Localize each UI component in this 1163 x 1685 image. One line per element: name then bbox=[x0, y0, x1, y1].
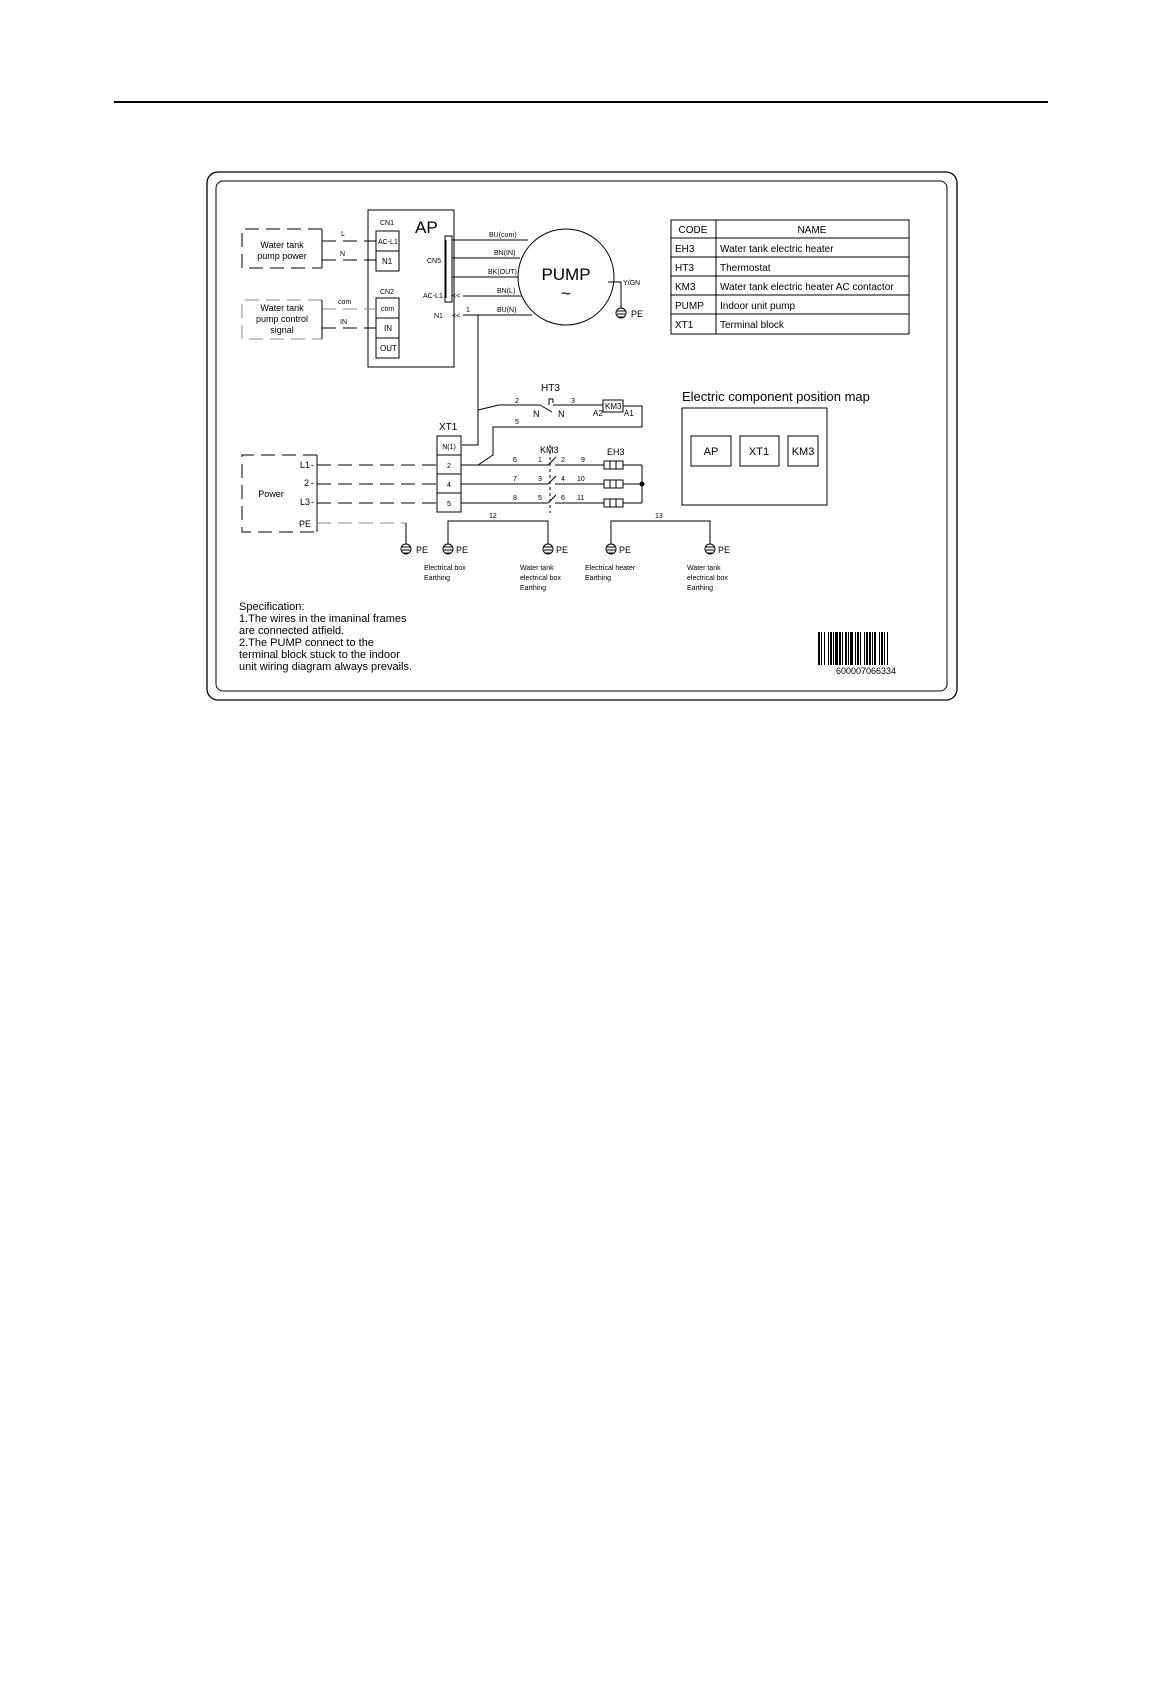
xt1-label: XT1 bbox=[439, 422, 458, 433]
wire-bn-l: BN(L) bbox=[497, 288, 516, 295]
legend-name: Water tank electric heater bbox=[720, 244, 834, 255]
legend-name: Water tank electric heater AC contactor bbox=[720, 282, 894, 293]
km3-coil-label: KM3 bbox=[605, 402, 622, 411]
pump-power-frame bbox=[242, 229, 376, 268]
barcode-bar bbox=[839, 632, 841, 665]
ht3-n-right: N bbox=[558, 409, 565, 419]
wire-number-6: 6 bbox=[513, 457, 517, 464]
legend-code: XT1 bbox=[675, 320, 694, 331]
barcode-bar bbox=[874, 632, 876, 665]
pump-control-label-1: Water tank bbox=[260, 303, 304, 313]
svg-text:-: - bbox=[311, 460, 314, 470]
n1-label: N1 bbox=[434, 313, 443, 320]
position-km3-label: KM3 bbox=[791, 446, 815, 458]
wire-12 bbox=[448, 521, 548, 544]
legend-code: PUMP bbox=[675, 301, 704, 312]
svg-text:<<: << bbox=[452, 313, 461, 320]
wire-bu-com: BU(com) bbox=[489, 232, 517, 239]
position-ap-label: AP bbox=[703, 446, 719, 458]
power-l1: L1 bbox=[300, 460, 311, 470]
spec-line: are connected atfield. bbox=[239, 625, 345, 637]
spec-line: 2.The PUMP connect to the bbox=[239, 637, 374, 649]
spec-line: unit wiring diagram always prevails. bbox=[239, 661, 413, 673]
legend-code: HT3 bbox=[675, 263, 694, 274]
barcode-number: 600007066334 bbox=[835, 666, 897, 676]
svg-text:-: - bbox=[311, 497, 314, 507]
legend-header-code: CODE bbox=[678, 225, 708, 236]
pump-label: PUMP bbox=[541, 265, 591, 284]
wire-bk-out: BK(OUT) bbox=[488, 269, 517, 276]
pump-power-label-2: pump power bbox=[257, 251, 307, 261]
legend-code: KM3 bbox=[675, 282, 696, 293]
wire-number-2: 2 bbox=[515, 398, 519, 405]
legend-header-name: NAME bbox=[797, 225, 827, 236]
barcode-bar bbox=[879, 632, 880, 665]
xt1-terminal-4: 4 bbox=[447, 482, 451, 489]
wire-number-3: 3 bbox=[571, 398, 575, 405]
wire-number-11: 11 bbox=[577, 495, 585, 502]
svg-text:-: - bbox=[311, 478, 314, 488]
pump-control-label-3: signal bbox=[270, 325, 294, 335]
km3-pin-2: 2 bbox=[561, 457, 565, 464]
barcode-bar bbox=[881, 632, 883, 665]
power-frame bbox=[242, 455, 437, 544]
spec-line: terminal block stuck to the indoor bbox=[239, 649, 400, 661]
km3-pin-6: 6 bbox=[561, 495, 565, 502]
ground-4-caption-1: Water tank bbox=[687, 565, 721, 572]
cn2-pin-com: com bbox=[381, 306, 395, 313]
cn1-pin-n1: N1 bbox=[382, 257, 393, 266]
barcode-bar bbox=[824, 632, 825, 665]
power-l3: L3 bbox=[300, 497, 311, 507]
xt1-terminal-n1: N(1) bbox=[442, 444, 456, 451]
pump-control-label-2: pump control bbox=[255, 314, 309, 324]
barcode-bar bbox=[821, 632, 822, 665]
ground-1-caption-1: Electrical box bbox=[424, 565, 466, 572]
terminal-block-xt1 bbox=[437, 422, 461, 512]
km3-a2: A2 bbox=[593, 409, 603, 418]
pump-symbol: ~ bbox=[561, 284, 571, 303]
barcode-bar bbox=[887, 632, 888, 665]
wire-in-label: IN bbox=[340, 319, 347, 326]
cn1-label: CN1 bbox=[380, 220, 395, 227]
heater-eh3 bbox=[604, 447, 645, 507]
barcode-bar bbox=[857, 632, 859, 665]
legend-name: Indoor unit pump bbox=[720, 301, 796, 312]
eh3-label: EH3 bbox=[607, 447, 625, 457]
wire-1 bbox=[462, 315, 478, 445]
position-map-title: Electric component position map bbox=[682, 389, 870, 404]
wire-bn-in: BN(IN) bbox=[494, 250, 516, 257]
legend-code: EH3 bbox=[675, 244, 695, 255]
ap-title: AP bbox=[415, 218, 438, 237]
barcode-bars bbox=[818, 632, 888, 665]
ground-4-pe: PE bbox=[718, 545, 731, 555]
ground-4-caption-3: Earthing bbox=[687, 585, 714, 592]
barcode-bar bbox=[866, 632, 868, 665]
cn5-label: CN5 bbox=[427, 258, 442, 265]
legend-name: Thermostat bbox=[720, 263, 771, 274]
cn2-pin-in: IN bbox=[384, 324, 392, 333]
barcode-bar bbox=[842, 632, 843, 665]
barcode-bar bbox=[869, 632, 871, 665]
ac-l1-label: AC-L1 bbox=[423, 293, 443, 300]
xt1-terminal-2: 2 bbox=[447, 463, 451, 470]
ground-4 bbox=[687, 544, 730, 592]
wire-number-7: 7 bbox=[513, 476, 517, 483]
svg-text:PE: PE bbox=[416, 545, 429, 555]
wire-number-9: 9 bbox=[581, 457, 585, 464]
power-pe: PE bbox=[299, 519, 312, 529]
position-map bbox=[682, 389, 870, 505]
cn2-pin-out: OUT bbox=[380, 344, 397, 353]
barcode-bar bbox=[860, 632, 861, 665]
pump-power-label-1: Water tank bbox=[260, 240, 304, 250]
barcode-bar bbox=[828, 632, 829, 665]
ground-wire-label: Y/GN bbox=[623, 280, 641, 287]
ground-3 bbox=[585, 544, 636, 582]
ground-4-caption-2: electrical box bbox=[687, 575, 728, 582]
power-2: 2 bbox=[304, 478, 310, 488]
barcode-bar bbox=[830, 632, 832, 665]
cn2-label: CN2 bbox=[380, 289, 395, 296]
pump-pe-label: PE bbox=[631, 309, 644, 319]
pump-motor bbox=[452, 229, 643, 325]
power-label: Power bbox=[258, 489, 284, 499]
barcode-bar bbox=[872, 632, 873, 665]
km3-pin-5: 5 bbox=[538, 495, 542, 502]
barcode-bar bbox=[864, 632, 865, 665]
barcode-bar bbox=[884, 632, 885, 665]
ground-2-caption-3: Earthing bbox=[520, 585, 547, 592]
ground-3-caption-1: Electrical heater bbox=[585, 565, 636, 572]
ground-2-pe: PE bbox=[556, 545, 569, 555]
km3-pin-1: 1 bbox=[538, 457, 542, 464]
km3-pin-3: 3 bbox=[538, 476, 542, 483]
svg-text:<<: << bbox=[452, 293, 461, 300]
ht3-label: HT3 bbox=[541, 383, 560, 394]
barcode-bar bbox=[848, 632, 849, 665]
ground-power-pe bbox=[401, 544, 428, 555]
contactor-km3 bbox=[461, 445, 604, 513]
barcode-bar bbox=[845, 632, 847, 665]
position-xt1-label: XT1 bbox=[748, 446, 770, 458]
cn1-pin-acl1: AC-L1 bbox=[378, 239, 398, 246]
legend-name: Terminal block bbox=[720, 320, 784, 331]
wire-bu-n: BU(N) bbox=[497, 307, 517, 314]
ground-2 bbox=[520, 544, 568, 592]
ground-1-pe: PE bbox=[456, 545, 469, 555]
wire-com-label: com bbox=[338, 299, 352, 306]
specification-notes bbox=[239, 601, 412, 673]
barcode-bar bbox=[818, 632, 820, 665]
wire-13 bbox=[611, 521, 710, 544]
ap-board bbox=[368, 210, 460, 367]
km3-pin-4: 4 bbox=[561, 476, 565, 483]
ht3-n-left: N bbox=[533, 409, 540, 419]
ground-2-caption-2: electrical box bbox=[520, 575, 561, 582]
wire-number-8: 8 bbox=[513, 495, 517, 502]
barcode-bar bbox=[833, 632, 834, 665]
barcode-bar bbox=[850, 632, 853, 665]
wire-number-13: 13 bbox=[655, 513, 663, 520]
pump-control-frame bbox=[242, 299, 376, 339]
barcode-bar bbox=[855, 632, 856, 665]
wire-n-label: N bbox=[340, 251, 346, 258]
wire-number-10: 10 bbox=[577, 476, 585, 483]
wire-number-5: 5 bbox=[515, 419, 519, 426]
ground-2-caption-1: Water tank bbox=[520, 565, 554, 572]
ground-3-caption-2: Earthing bbox=[585, 575, 612, 582]
km3-label: KM3 bbox=[540, 445, 559, 455]
barcode-bar bbox=[835, 632, 838, 665]
km3-a1: A1 bbox=[624, 409, 634, 418]
wire-l-label: L bbox=[341, 231, 345, 238]
legend-table bbox=[671, 220, 909, 334]
xt1-terminal-5: 5 bbox=[447, 501, 451, 508]
spec-line: Specification: bbox=[239, 601, 305, 613]
ground-3-pe: PE bbox=[619, 545, 632, 555]
wire-number-1: 1 bbox=[466, 307, 470, 314]
spec-line: 1.The wires in the imaninal frames bbox=[239, 613, 407, 625]
ground-1-caption-2: Earthing bbox=[424, 575, 451, 582]
ground-1 bbox=[424, 544, 468, 582]
wire-number-12: 12 bbox=[489, 513, 497, 520]
barcode bbox=[818, 632, 896, 676]
